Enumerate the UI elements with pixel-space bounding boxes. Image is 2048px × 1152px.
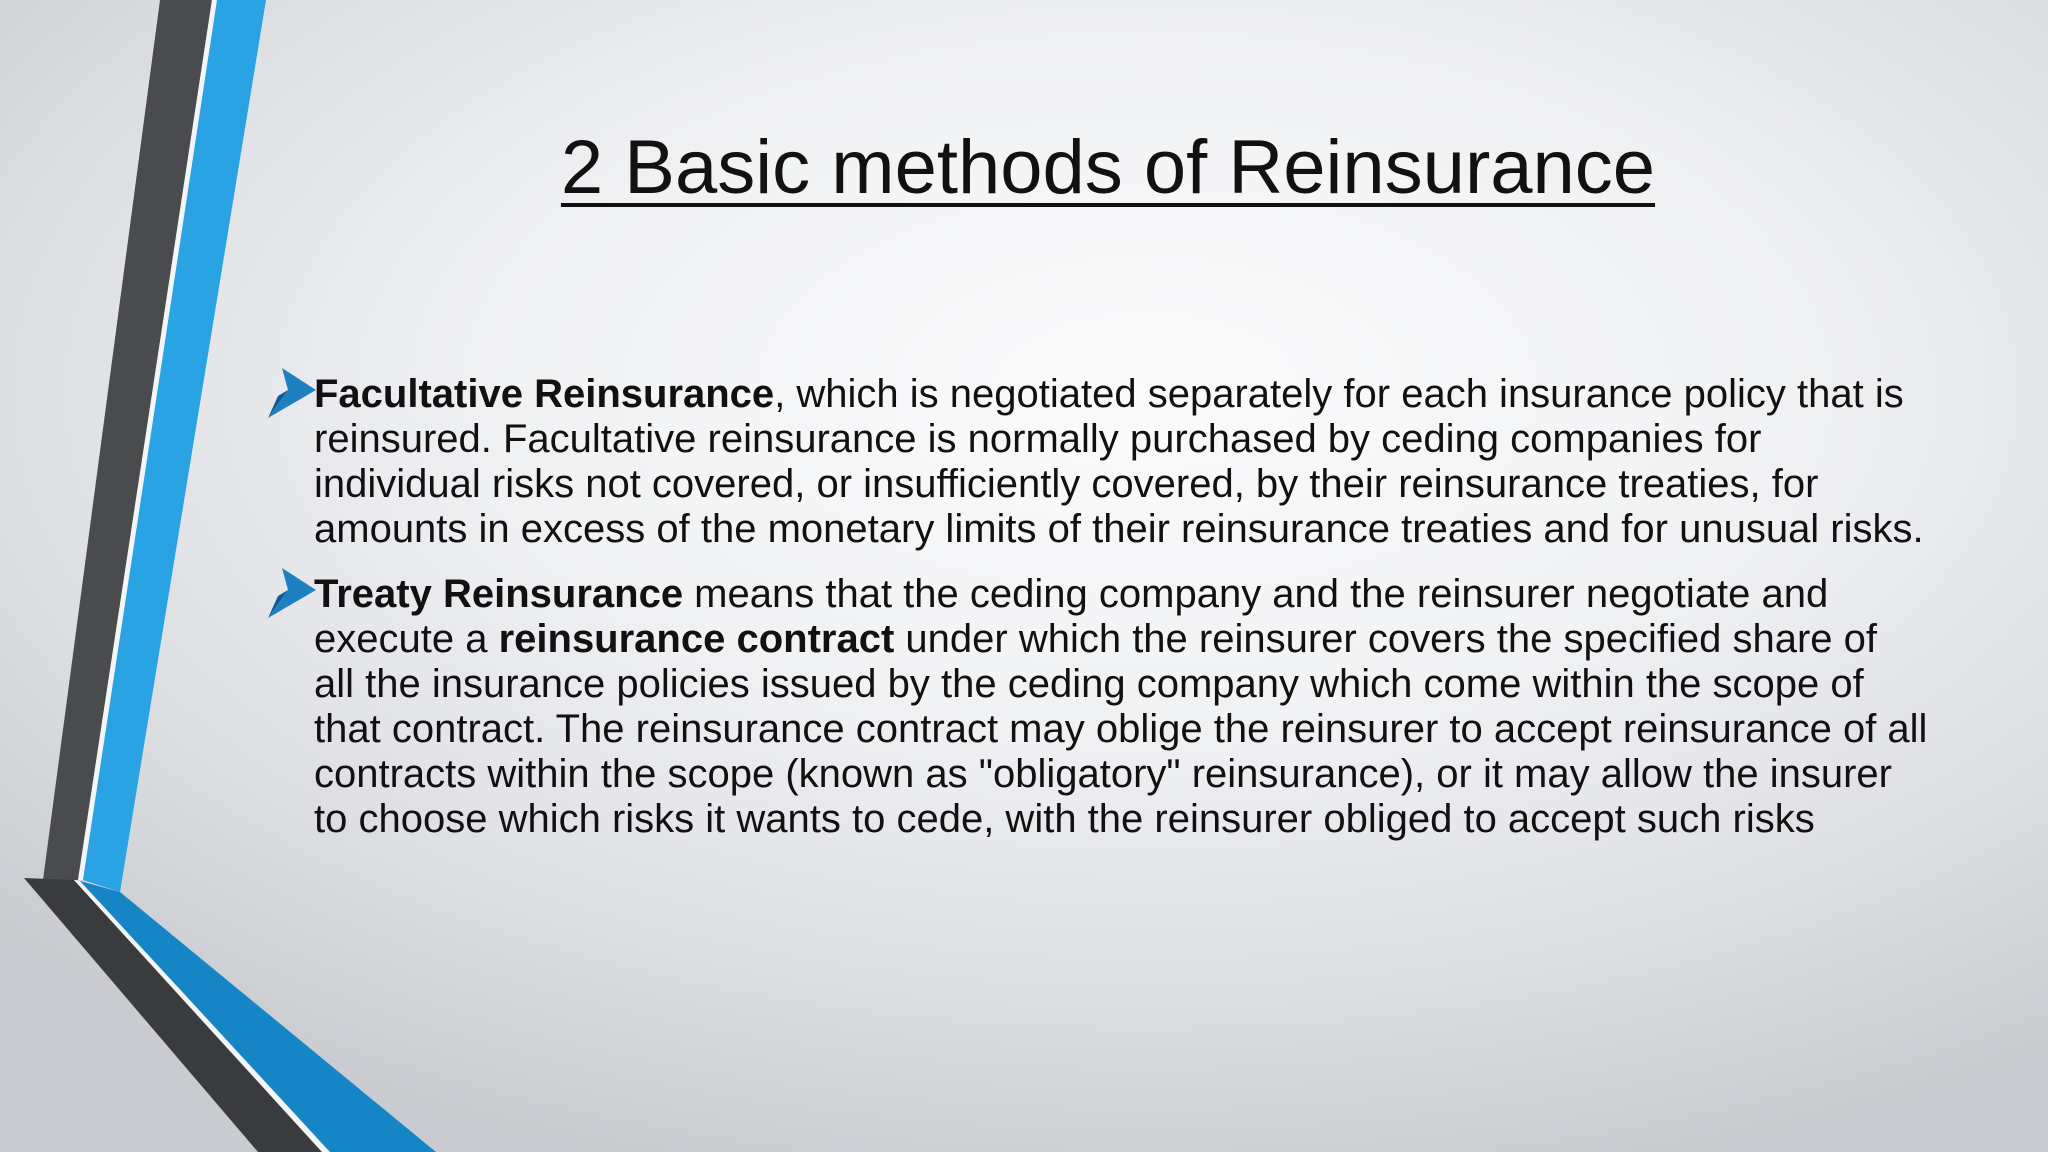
arrow-bullet-icon [268,566,316,620]
facultative-text: , which is negotiated separately for each insurance policy that is reinsured. Facultative reinsurance is normally purchased by ceding companies for individual risks not covered, or insufficiently covered, by their reinsurance treaties, for amounts in excess of the monetary limits of their reinsurance treaties and for unusual risks. [314,372,1924,551]
bullet-facultative [268,372,1928,552]
slide-title: 2 Basic methods of Reinsurance [560,125,1656,210]
arrow-bullet-icon [268,366,316,420]
reinsurance-contract-term: reinsurance contract [498,617,895,661]
bullet-treaty [268,572,1928,842]
facultative-term: Facultative Reinsurance [314,372,775,416]
bullet-list [268,372,1928,842]
treaty-text-before: means that the ceding company and the reinsurer negotiate and execute a [314,572,1829,661]
treaty-term: Treaty Reinsurance [314,572,684,616]
lower-white-gap-stripe [74,880,330,1152]
treaty-text-after: under which the reinsurer covers the specified share of all the insurance policies issued by the ceding company which come within the scope of that contract. The reinsurance contract may oblige the reinsurer to accept reinsurance of all contracts within the scope (known as "obligatory" reinsurance), or it may allow the insurer to choose which risks it wants to cede, with the reinsurer obliged to accept such risks [314,617,1928,841]
lower-dark-stripe [24,878,322,1152]
